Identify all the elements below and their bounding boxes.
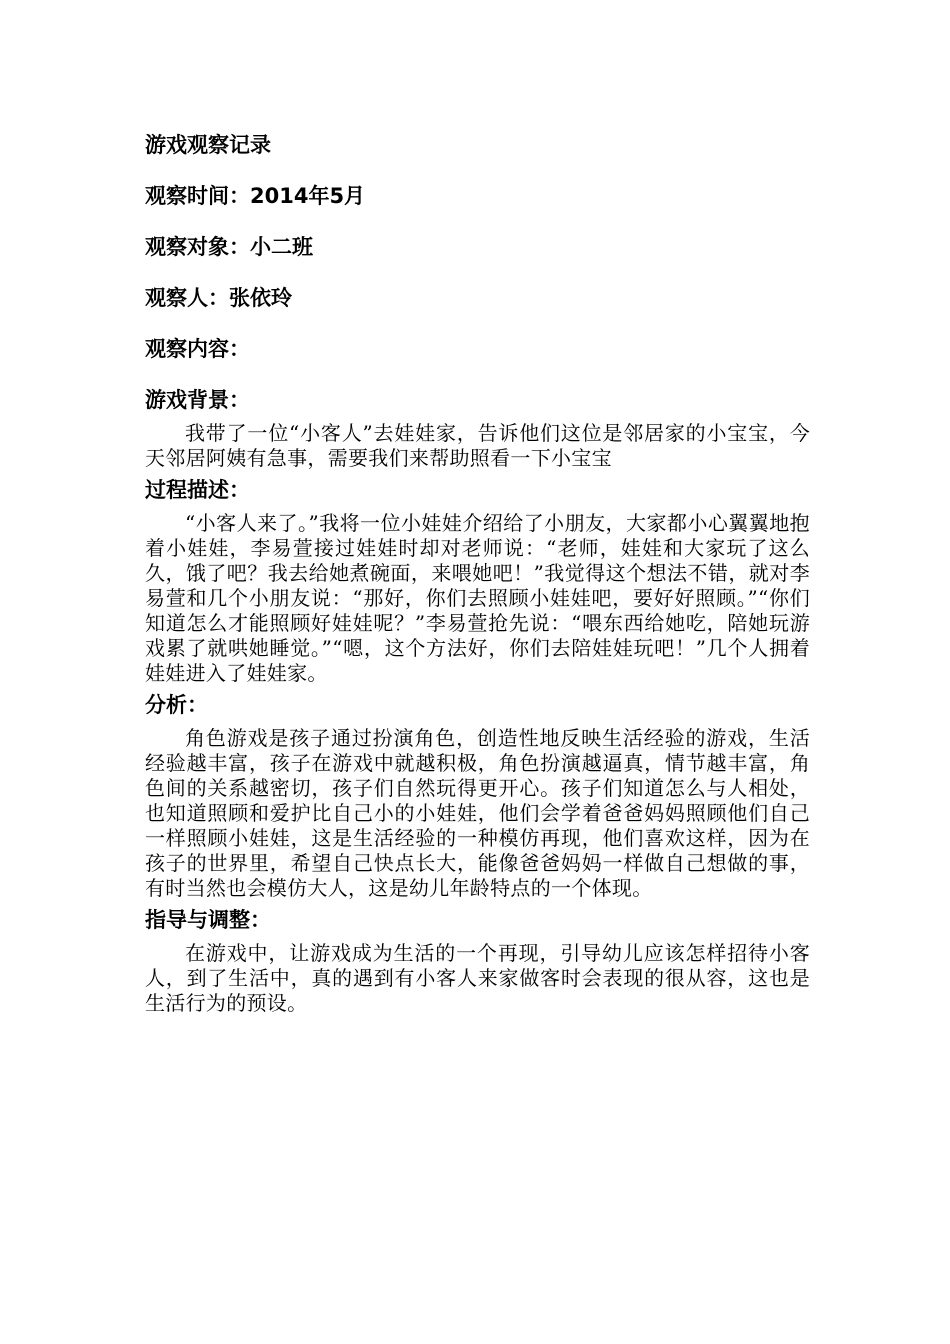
guidance-paragraph: 在游戏中，让游戏成为生活的一个再现，引导幼儿应该怎样招待小客人，到了生活中，真的遇到有小客人来家做客时会表现的很从容，这也是生活行为的预设。: [145, 941, 810, 1015]
analysis-heading: 分析：: [145, 693, 208, 717]
observation-subject: 观察对象：小二班: [145, 235, 313, 259]
process-heading: 过程描述：: [145, 478, 250, 502]
guidance-heading: 指导与调整：: [145, 908, 271, 932]
observation-time: 观察时间：2014年5月: [145, 184, 366, 208]
observer: 观察人：张依玲: [145, 286, 292, 310]
process-paragraph: “小客人来了。”我将一位小娃娃介绍给了小朋友，大家都小心翼翼地抱着小娃娃，李易萱接过娃娃时却对老师说：“老师，娃娃和大家玩了这么久，饿了吧？我去给她煮碗面，来喂她吧！”我觉得这个想法不错，就对李易萱和几个小朋友说：“那好，你们去照顾小娃娃吧，要好好照顾。”“你们知道怎么才能照顾好娃娃呢？”李易萱抢先说：“喂东西给她吃，陪她玩游戏累了就哄她睡觉。”“嗯，这个方法好，你们去陪娃娃玩吧！”几个人拥着娃娃进入了娃娃家。: [145, 511, 810, 685]
analysis-paragraph: 角色游戏是孩子通过扮演角色，创造性地反映生活经验的游戏，生活经验越丰富，孩子在游戏中就越积极，角色扮演越逼真，情节越丰富，角色间的关系越密切，孩子们自然玩得更开心。孩子们知道怎么与人相处，也知道照顾和爱护比自己小的小娃娃，他们会学着爸爸妈妈照顾他们自己一样照顾小娃娃，这是生活经验的一种模仿再现，他们喜欢这样，因为在孩子的世界里，希望自己快点长大，能像爸爸妈妈一样做自己想做的事，有时当然也会模仿大人，这是幼儿年龄特点的一个体现。: [145, 726, 810, 900]
background-heading: 游戏背景：: [145, 388, 250, 412]
document-title: 游戏观察记录: [145, 133, 271, 157]
document-page: [145, 130, 810, 1020]
background-paragraph: 我带了一位“小客人”去娃娃家，告诉他们这位是邻居家的小宝宝，今天邻居阿姨有急事，需要我们来帮助照看一下小宝宝: [145, 421, 810, 470]
observation-content-label: 观察内容：: [145, 337, 250, 361]
